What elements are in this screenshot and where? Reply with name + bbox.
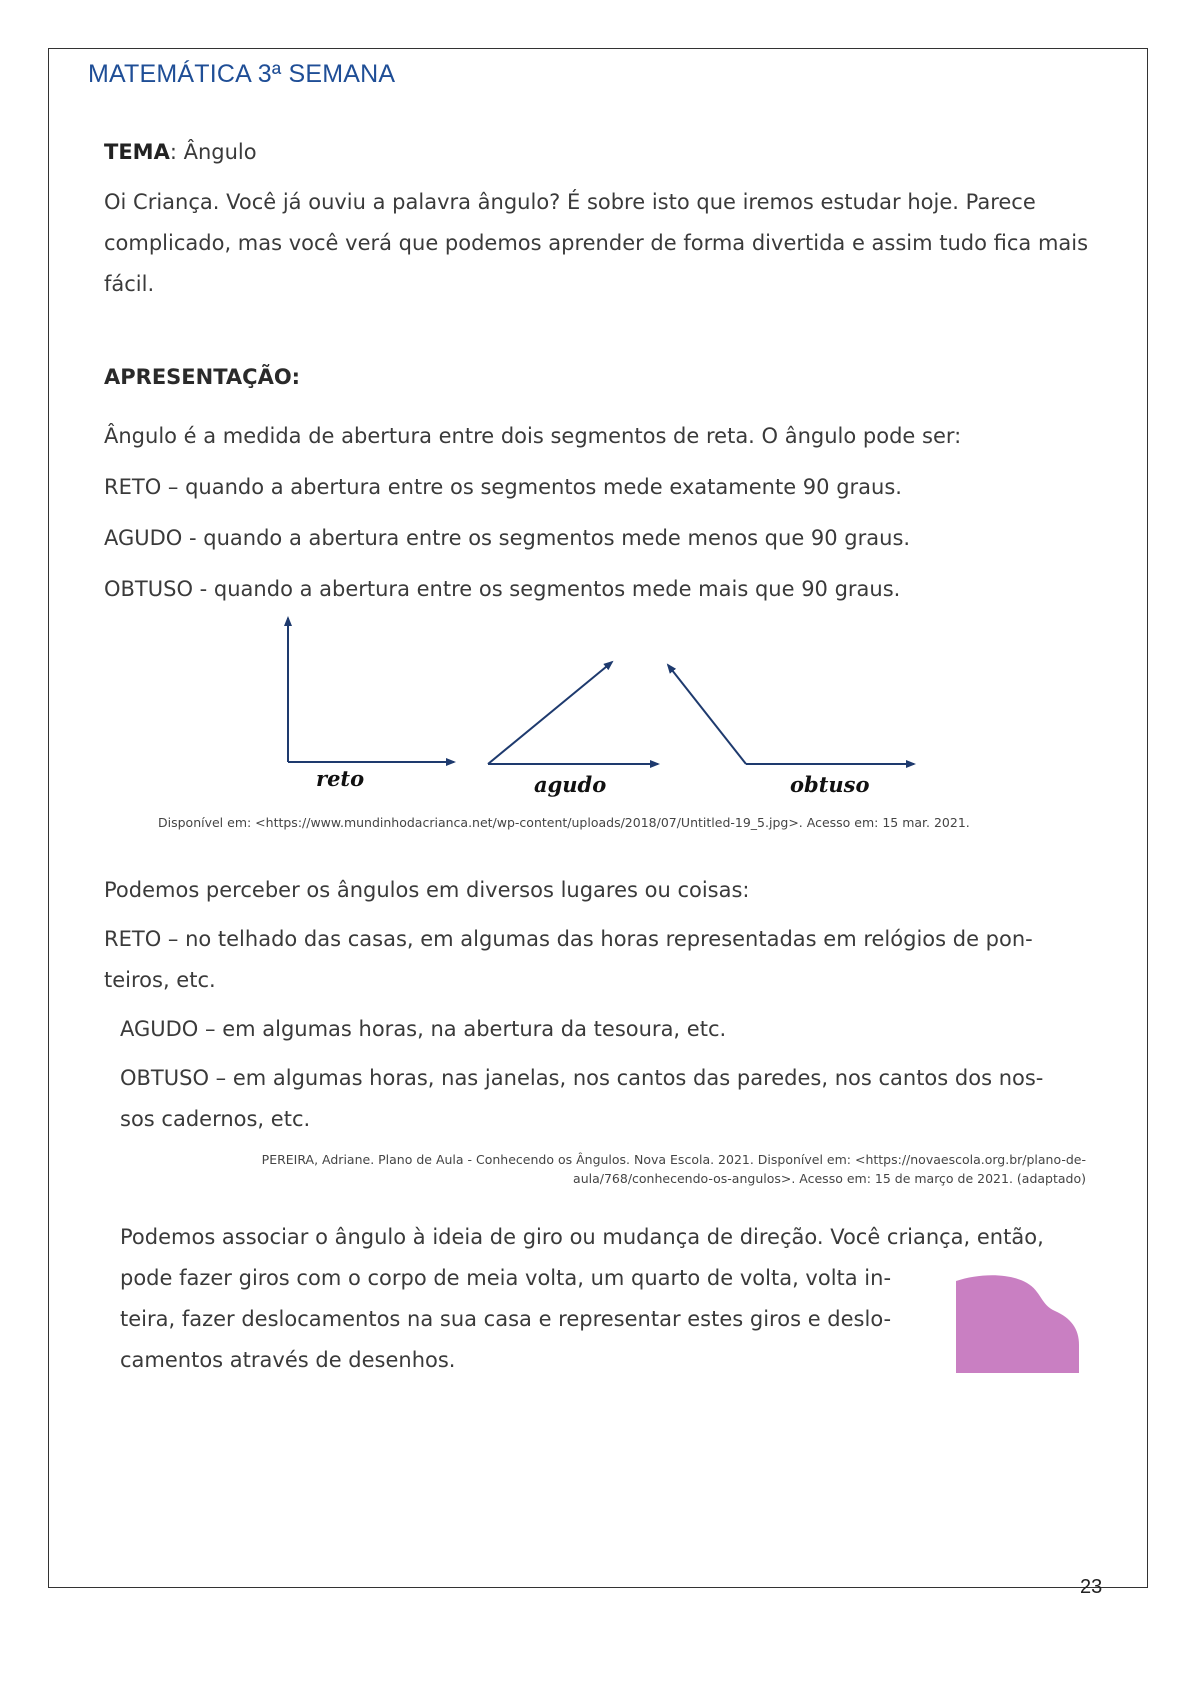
example-obtuso-line1: OBTUSO – em algumas horas, nas janelas, nos cantos das paredes, nos cantos dos nos- bbox=[120, 1066, 1044, 1090]
examples-credit-line1: PEREIRA, Adriane. Plano de Aula - Conhecendo os Ângulos. Nova Escola. 2021. Disponível em: <https://novaescola.org.br/plano-de- bbox=[261, 1152, 1086, 1167]
tema-label: TEMA bbox=[104, 140, 170, 164]
definition-obtuso: OBTUSO - quando a abertura entre os segmentos mede mais que 90 graus. bbox=[104, 577, 901, 601]
angle-definition: Ângulo é a medida de abertura entre dois segmentos de reta. O ângulo pode ser: bbox=[104, 424, 962, 448]
right-angle-drawing bbox=[288, 618, 454, 762]
tema-value: : Ângulo bbox=[169, 140, 257, 164]
examples-credit bbox=[106, 1150, 1086, 1188]
example-reto-line1: RETO – no telhado das casas, em algumas das horas representadas em relógios de pon- bbox=[104, 927, 1033, 951]
section-heading-apresentacao: APRESENTAÇÃO: bbox=[104, 365, 301, 389]
intro-paragraph: Oi Criança. Você já ouviu a palavra ângulo? É sobre isto que iremos estudar hoje. Parece complicado, mas você verá que podemos aprender de forma divertida e assim tudo fica mais fácil. bbox=[104, 190, 1089, 296]
examples-intro: Podemos perceber os ângulos em diversos lugares ou coisas: bbox=[104, 878, 750, 902]
obtuse-angle-drawing bbox=[668, 665, 914, 764]
angles-figure bbox=[270, 612, 930, 798]
giro-line2: pode fazer giros com o corpo de meia volta, um quarto de volta, volta in- bbox=[120, 1266, 892, 1290]
tema-line bbox=[104, 132, 257, 173]
label-reto: reto bbox=[316, 766, 365, 791]
pink-shape-illustration bbox=[955, 1273, 1083, 1373]
figure-credit: Disponível em: <https://www.mundinhodacrianca.net/wp-content/uploads/2018/07/Untitled-19_5.jpg>. Acesso em: 15 mar. 2021. bbox=[158, 815, 970, 830]
examples-credit-line2: aula/768/conhecendo-os-angulos>. Acesso em: 15 de março de 2021. (adaptado) bbox=[573, 1171, 1086, 1186]
label-obtuso: obtuso bbox=[790, 772, 870, 797]
giro-line3: teira, fazer deslocamentos na sua casa e representar estes giros e deslo- bbox=[120, 1307, 892, 1331]
definition-agudo: AGUDO - quando a abertura entre os segmentos mede menos que 90 graus. bbox=[104, 526, 911, 550]
example-reto-line2: teiros, etc. bbox=[104, 968, 216, 992]
giro-line1: Podemos associar o ângulo à ideia de giro ou mudança de direção. Você criança, então, bbox=[120, 1225, 1044, 1249]
example-agudo: AGUDO – em algumas horas, na abertura da tesoura, etc. bbox=[120, 1017, 727, 1041]
page-title: MATEMÁTICA 3ª SEMANA bbox=[88, 60, 396, 88]
page-number: 23 bbox=[1080, 1576, 1103, 1598]
label-agudo: agudo bbox=[534, 772, 607, 797]
giro-line4: camentos através de desenhos. bbox=[120, 1348, 456, 1372]
definition-reto: RETO – quando a abertura entre os segmentos mede exatamente 90 graus. bbox=[104, 475, 902, 499]
example-obtuso-line2: sos cadernos, etc. bbox=[120, 1107, 311, 1131]
acute-angle-drawing bbox=[488, 662, 658, 764]
